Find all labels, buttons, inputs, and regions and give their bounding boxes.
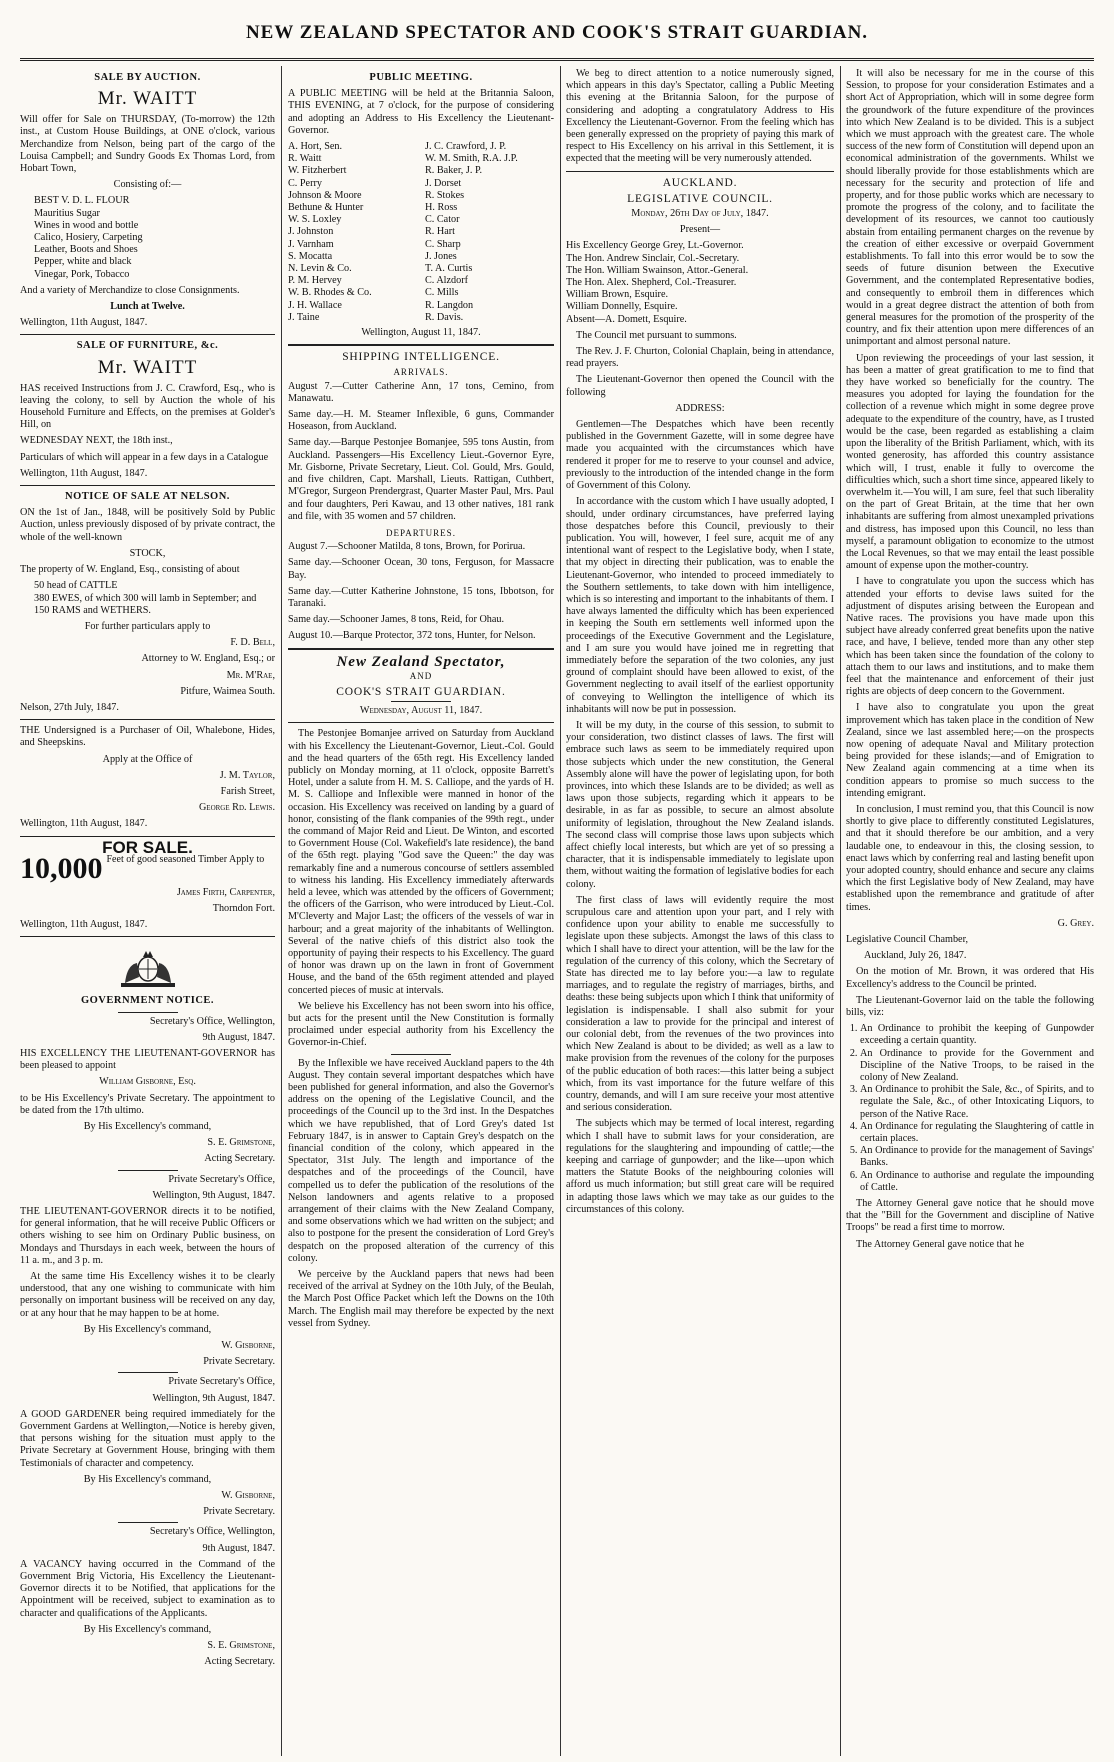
date-line: Wellington, 11th August, 1847. bbox=[20, 818, 148, 830]
arrivals-heading: ARRIVALS. bbox=[393, 367, 449, 378]
purchaser-notice: THE Undersigned is a Purchaser of Oil, Whalebone, Hides, and Sheepskins. bbox=[20, 725, 275, 749]
shipping-entry: August 7.—Cutter Catherine Ann, 17 tons, Cemino, from Manawatu. bbox=[288, 380, 554, 404]
shipping-entry: Same day.—Schooner James, 8 tons, Reid, for Ohau. bbox=[288, 614, 505, 626]
bill-item: 6. An Ordinance to authorise and regulate the impounding of Cattle. bbox=[860, 1170, 1094, 1194]
for-sale-heading: FOR SALE. bbox=[102, 837, 193, 857]
signatory-role: Private Secretary. bbox=[203, 1506, 275, 1518]
signatory: W. B. Rhodes & Co. bbox=[288, 287, 372, 299]
office-line: Private Secretary's Office, bbox=[168, 1376, 275, 1388]
signatory: Mr. M'Rae, bbox=[226, 669, 275, 681]
auctioneer-name: Mr. WAITT bbox=[97, 356, 198, 378]
appointment-detail: to be His Excellency's Private Secretary. The appointment to be dated from the 17th ultimo. bbox=[20, 1092, 275, 1116]
editorial-paragraph: We believe his Excellency has not been sworn into his office, but acts for the present until the New Constitution is formally proclaimed under especial authority from his Excellency the Governor-in-Chief. bbox=[288, 1000, 554, 1049]
signatory: R. Stokes bbox=[425, 189, 465, 201]
present-member: The Hon. Andrew Sinclair, Col.-Secretary. bbox=[566, 252, 740, 264]
timber-quantity: 10,000 bbox=[20, 851, 103, 885]
nameplate-and: AND bbox=[409, 670, 433, 681]
council-date: Monday, 26th Day of July, 1847. bbox=[631, 208, 769, 220]
command-line: By His Excellency's command, bbox=[83, 1323, 212, 1335]
signatory: Johnson & Moore bbox=[288, 189, 362, 201]
office-date: 9th August, 1847. bbox=[202, 1031, 275, 1043]
bill-item: 5. An Ordinance to provide for the management of Savings' Banks. bbox=[860, 1145, 1094, 1169]
office-date: Wellington, 9th August, 1847. bbox=[152, 1392, 275, 1404]
signatory: W. S. Loxley bbox=[288, 214, 342, 226]
signatory-role: Private Secretary. bbox=[203, 1356, 275, 1368]
address-paragraph: I have to congratulate you upon the success which has attended your efforts to devise laws suited for the adjustment of disputes arising between the European and Native races. The provisions you have made upon this subject have already conferred great benefits upon the native race, and have, I believe, tended more than any other step which has been taken since the foundation of the colony to attach them to our laws and institutions, and to make them feel that the maintenance and enforcement of their just rights are objects of deep concern to the Government. bbox=[846, 576, 1094, 698]
present-member: William Donnelly, Esquire. bbox=[566, 301, 678, 313]
governor-signature: G. Grey. bbox=[1057, 917, 1094, 929]
signatory: J. C. Crawford, J. P. bbox=[425, 141, 507, 153]
signatory: Bethune & Hunter bbox=[288, 202, 364, 214]
signatory: R. Hart bbox=[425, 226, 455, 238]
auctioneer-name: Mr. WAITT bbox=[97, 88, 198, 110]
royal-coat-of-arms-icon bbox=[113, 943, 183, 991]
editorial-paragraph: We perceive by the Auckland papers that news had been received of the arrival at Sydney on the 10th July, of the Beulah, the March Post Office Packet which left the Downs on the 10th March. The English mail may therefore be expected by the next vessel from Sydney. bbox=[288, 1269, 554, 1329]
signatory: J. Johnston bbox=[288, 226, 334, 238]
signatory: S. E. Grimstone, bbox=[207, 1137, 275, 1149]
column-3 bbox=[566, 68, 834, 1756]
signatory-role: Acting Secretary. bbox=[204, 1656, 275, 1668]
goods-item: Vinegar, Pork, Tobacco bbox=[34, 268, 130, 280]
address-paragraph: In conclusion, I must remind you, that this Council is now shortly to give place to differently constituted Legislatures, and that it should therefore be our ambition, and a very laudable one, to endeavour in this, the closing session, to enact laws which by conferring real and lasting benefit upon your adopted country, should enhance and secure any claims which the first Legislative body of New Zealand, may have established upon the remembrance and gratitude of after times. bbox=[846, 803, 1094, 913]
signatory: R. Baker, J. P. bbox=[425, 165, 483, 177]
meeting-date: Wellington, August 11, 1847. bbox=[361, 327, 481, 339]
goods-item: Mauritius Sugar bbox=[34, 207, 100, 219]
council-heading: LEGISLATIVE COUNCIL. bbox=[627, 192, 773, 205]
signatory: S. E. Grimstone, bbox=[207, 1640, 275, 1652]
meeting-notice-paragraph: We beg to direct attention to a notice numerously signed, which appears in this day's Spectator, calling a Public Meeting this evening at the Britannia Saloon, for the purpose of considering and adopting a congratulatory Address to His Excellency the Lieutenant-Governor. From the feeling which has been generally expressed on the propriety of paying this mark of respect to His Excellency on his arrival in this Settlement, it is expected that the meeting will be very numerously attended. bbox=[566, 68, 834, 165]
chamber-date: Auckland, July 26, 1847. bbox=[864, 950, 967, 962]
column-2 bbox=[288, 68, 554, 1756]
council-paragraph: The Council met pursuant to summons. bbox=[576, 329, 737, 341]
nameplate-subtitle: COOK'S STRAIT GUARDIAN. bbox=[336, 685, 506, 698]
signatory-place: Thorndon Fort. bbox=[212, 902, 275, 914]
column-divider bbox=[840, 66, 841, 1756]
bill-item: 3. An Ordinance to prohibit the Sale, &c., of Spirits, and to regulate the Sale, &c., of other Intoxicating Liquors, to person of the Native Race. bbox=[860, 1084, 1094, 1121]
catalogue-note: Particulars of which will appear in a few days in a Catalogue bbox=[20, 451, 269, 463]
public-meeting-notice: A PUBLIC MEETING will be held at the Britannia Saloon, THIS EVENING, at 7 o'clock, for the purpose of considering and adopting an Address to His Excellency the Lieutenant-Governor. bbox=[288, 88, 554, 136]
office-date: 9th August, 1847. bbox=[202, 1542, 275, 1554]
goods-item: Leather, Boots and Shoes bbox=[34, 244, 138, 256]
timber-description: Feet of good seasoned Timber Apply to bbox=[106, 853, 265, 865]
editorial-paragraph: The Pestonjee Bomanjee arrived on Saturday from Auckland with his Excellency the Lieutenant-Governor, Lieut.-Col. Gould and the head quarters of the 65th regt. His Excellency landed publicly on Monday morning, at 11 o'clock, opposite Barrett's Hotel, under a salute from H. M. S. Calliope, and the yards of H. M. S. Calliope and Inflexible were manned in honor of the occasion. His Excellency was received on landing by a guard of honor, consisting of the flank companies of the 99th regt., under the command of Major Reid and Lieut. De Winton, and escorted to Government House (Col. Wakefield's late residence), the band of the 65th regt. playing "God save the Queen:" the day was remarkably fine and a numerous concourse of settlers assembled to witness his landing. His Excellency immediately afterwards held a levee, which was attended by the officers of Government; the officers of the Garrison, who were introduced by Lieut.-Col. M'Cleverty and Major Last; the officers of the vessels of war in harbour; and a great majority of the inhabitants of Wellington. Several of the native chiefs of this district also took the opportunity of paying their respects to his Excellency. The guard of honor was drawn up on the lawn in front of Government House, and the band of the 65th regiment attended and played concerted pieces of music at intervals. bbox=[288, 728, 554, 996]
absent-member: Absent—A. Domett, Esquire. bbox=[566, 313, 687, 325]
goods-item: Calico, Hosiery, Carpeting bbox=[34, 232, 143, 244]
signatory: J. Jones bbox=[425, 250, 457, 262]
office-line: Secretary's Office, Wellington, bbox=[149, 1015, 275, 1027]
signatory: H. Ross bbox=[425, 202, 458, 214]
address-heading: ADDRESS: bbox=[675, 402, 725, 414]
present-label: Present— bbox=[679, 224, 721, 236]
column-divider bbox=[560, 66, 561, 1756]
bill-item: 1. An Ordinance to prohibit the keeping of Gunpowder exceeding a certain quantity. bbox=[860, 1023, 1094, 1047]
address-paragraph: It will also be necessary for me in the course of this Session, to propose for your consideration Estimates and a short Act of Appropriation, which will in some degree form the groundwork of the future expenditure of the provinces into which New Zealand is to be divided. This is a subject which we must approach with the greatest care. The whole success of the new form of Constitution will depend upon an economical administration of the governments. Whilst we should liberally provide for those establishments which are necessary for the security and protection of life and property, and for those public works which are necessary to promote the progress of the colony, and to facilitate the development of its resources, we cannot too cautiously abstain from entailing permanent charges on the revenue by the creation of either excessive or overpaid Government establishments. To fall into this error would be to sow the seeds of future disunion between the Executive Government, and the contemplated Representative bodies, and consequently to embroil them in differences which would in a great degree distract the attention of both from general measures for the promotion of the prosperity of the country, and fix their attention upon mere differences of an unimportant and almost personal nature. bbox=[846, 68, 1094, 348]
shipping-heading: SHIPPING INTELLIGENCE. bbox=[342, 351, 500, 364]
signatory-place: Pitfure, Waimea South. bbox=[180, 685, 275, 697]
column-1 bbox=[20, 68, 275, 1756]
council-paragraph: The Lieutenant-Governor then opened the Council with the following bbox=[566, 374, 834, 398]
office-line: Secretary's Office, Wellington, bbox=[149, 1526, 275, 1538]
signatory: C. Alzdorf bbox=[425, 275, 469, 287]
auckland-heading: AUCKLAND. bbox=[662, 176, 738, 189]
signatory-role: Acting Secretary. bbox=[204, 1153, 275, 1165]
column-divider bbox=[281, 66, 282, 1756]
nelson-sale-heading: NOTICE OF SALE AT NELSON. bbox=[65, 491, 230, 503]
editorial-paragraph: By the Inflexible we have received Auckland papers to the 4th August. They contain several important despatches which have been published for general information, and also the Governor's address on the opening of the Legislative Council, and the proceedings of the Council up to the 3rd inst. In the Despatches which we have republished, that of Lord Grey's dated 1st February 1847, is in answer to Captain Grey's despatch on the financial condition of the colony, which appeared in the Spectator, 31st July. The length and importance of the despatches and of the proceedings of the Council, have compelled us to defer the publication of the resolutions of the Nelson landowners and agents relative to a proposed arrangement of their claims with the New Zealand Company, and some observations which we had written on the subject; and also to postpone for the present the consideration of Lord Grey's despatch on the proposed alteration of the currency of this colony. bbox=[288, 1057, 554, 1264]
audience-notice: THE LIEUTENANT-GOVERNOR directs it to be notified, for general information, that he will receive Public Officers or others wishing to see him on Ordinary Public business, on Mondays and Thursdays in each week, between the hours of 11 a. m., and 3 p. m. bbox=[20, 1206, 275, 1266]
further-particulars: For further particulars apply to bbox=[84, 620, 211, 632]
signatories-right bbox=[425, 141, 554, 324]
signatory: W. Gisborne, bbox=[221, 1490, 275, 1502]
address-paragraph: The first class of laws will evidently require the most scrupulous care and attention upon your part, and I rely with confidence upon your ability to enable me successfully to legislate upon these subjects. Amongst the laws of this class to which I shall have to direct your attention, will be the law for the regulation of the currency of this colony, which the Secretary of State has directed me to lay before you:—a law to regulate marriages, and to regulate the registry of marriages, births, and deaths: these being subjects upon which I think that uniformity of legislation is indispensable. I shall also submit for your consideration a law to provide for the principal and interest of our colonial debt, from the revenues of the two provinces into which New Zealand is about to be divided; as well as a law to make provision from the revenues of the colony for the purposes of the public education of both races:—this latter being a subject which, from its vast importance for the future welfare of this country, demands, and will I am sure receive your most attentive and serious consideration. bbox=[566, 894, 834, 1114]
shipping-entry: August 10.—Barque Protector, 372 tons, Hunter, for Nelson. bbox=[288, 630, 536, 642]
goods-item: BEST V. D. L. FLOUR bbox=[34, 195, 130, 207]
government-notice-heading: GOVERNMENT NOTICE. bbox=[80, 995, 215, 1007]
signatory: James Firth, Carpenter, bbox=[176, 886, 275, 898]
signatory: W. M. Smith, R.A. J.P. bbox=[425, 153, 518, 165]
stock-description: The property of W. England, Esq., consisting of about bbox=[20, 564, 240, 576]
address-paragraph: In accordance with the custom which I have usually adopted, I should, under ordinary circumstances, have preferred laying those despatches before this Council, previously to their publication. You will, however, I feel sure, acquit me of any intentional want of respect to the Legislative body, when I state, that my object in directing their publication, was to enable the Lieutenant-Governor, who intended to proceed immediately to the Southern settlements, to take down with him intelligence, which is so interesting and important to the inhabitants of them. I have always lamented the difficulty which has been experienced in keeping the South ern settlements well informed upon the proceedings of the Executive Government and the Legislature, and I am sure you would have joined me in regretting that immediately before the separation of the two colonies, any just ground of complaint should have been allowed to exist, of the Government neglecting to avail itself of the earliest opportunity of conveying to Wellington the intelligence of which its inhabitants will now be put in possession. bbox=[566, 496, 834, 715]
masthead bbox=[20, 0, 1094, 61]
signatory: R. Waitt bbox=[288, 153, 322, 165]
stock-list bbox=[34, 580, 275, 617]
command-line: By His Excellency's command, bbox=[83, 1473, 212, 1485]
timber-ad bbox=[20, 851, 275, 885]
issue-date: Wednesday, August 11, 1847. bbox=[359, 705, 483, 717]
consisting-label: Consisting of:— bbox=[113, 179, 182, 191]
gardener-notice: A GOOD GARDENER being required immediately for the Government Gardens at Wellington,—Notice is hereby given, that persons wishing for the situation must apply to the Private Secretary at Government House, bringing with them Testimonials of character and competency. bbox=[20, 1408, 275, 1469]
signatory: C. Sharp bbox=[425, 238, 461, 250]
sale-date: WEDNESDAY NEXT, the 18th inst., bbox=[20, 435, 173, 447]
date-line: Nelson, 27th July, 1847. bbox=[20, 701, 119, 713]
signatory: J. Dorset bbox=[425, 177, 462, 189]
audience-notice-cont: At the same time His Excellency wishes it to be clearly understood, that any one wishing to communicate with him personally on important business will be received on any day, or at any hour that he may happen to be at home. bbox=[20, 1271, 275, 1319]
shipping-entry: Same day.—Cutter Katherine Johnstone, 15 tons, Ibbotson, for Taranaki. bbox=[288, 585, 554, 609]
address-paragraph: Upon reviewing the proceedings of your last session, it has been a matter of great gratification to me to find that they have worked so beneficially for the country. The measures you adopted for laying the foundation for the collection of a revenue which might in some degree prove adequate to the expenditure of the country, have, as I trusted would be the case, been regarded as establishing a claim upon the liberality of the British Parliament, which, with its wonted generosity, has afforded this country assistance which will, I trust, enable it fully to overcome the difficulties which, such a short time since, appeared likely to overwhelm it.—You will, I am sure, feel that such liberality on the part of Great Britain, at the time that her own inhabitants are suffering from almost unexampled privations and distress, has imposed upon this Council, no less than myself, a paramount obligation to economize to the utmost the Local Revenues, so that we may entail the least possible amount of expense upon the mother-country. bbox=[846, 352, 1094, 572]
signatory: P. M. Hervey bbox=[288, 275, 342, 287]
signatory: S. Mocatta bbox=[288, 250, 333, 262]
signatory: J. H. Wallace bbox=[288, 299, 342, 311]
signatory: F. D. Bell, bbox=[230, 637, 275, 649]
stock-label: STOCK, bbox=[129, 547, 166, 559]
address-paragraph: It will be my duty, in the course of this session, to submit to your consideration, two distinct classes of laws. The first will embrace such laws as seem to be immediately required upon those subjects which under the new constitution, the General Assembly alone will have the power of legislating upon, for both provinces, into which these Islands are to be divided; as well as laws upon those subjects, regarding which it appears to be desirable, in as far as possible, to secure an almost absolute uniformity of legislation, throughout the New Zealand islands. The second class will comprise those laws upon subjects which affect chiefly local interests, but which are yet of so pressing a character, that it is indispensable immediately to legislate upon them, without waiting the formation of legislative bodies for each colony. bbox=[566, 719, 834, 890]
goods-item: Wines in wood and bottle bbox=[34, 219, 139, 231]
signatory-street: Farish Street, bbox=[220, 785, 275, 797]
bill-item: 2. An Ordinance to provide for the Government and Discipline of the Native Troops, to be raised in the colony of New Zealand. bbox=[860, 1048, 1094, 1085]
signatory: W. Gisborne, bbox=[221, 1340, 275, 1352]
signatory: R. Langdon bbox=[425, 299, 474, 311]
minutes-paragraph: The Attorney General gave notice that he should move that the "Bill for the Government and discipline of Native Troops" be read a first time to morrow. bbox=[846, 1198, 1094, 1234]
office-line: Private Secretary's Office, bbox=[168, 1173, 275, 1185]
date-line: Wellington, 11th August, 1847. bbox=[20, 467, 148, 479]
furniture-notice: HAS received Instructions from J. C. Crawford, Esq., who is leaving the colony, to sell by Auction the whole of his Household Furniture and Effects, on the premises at Golder's Hill, on bbox=[20, 382, 275, 431]
present-member: The Hon. William Swainson, Attor.-General. bbox=[566, 264, 749, 276]
appointment-notice: HIS EXCELLENCY THE LIEUTENANT-GOVERNOR has been pleased to appoint bbox=[20, 1047, 275, 1072]
date-line: Wellington, 11th August, 1847. bbox=[20, 919, 148, 931]
signatory: N. Levin & Co. bbox=[288, 263, 352, 275]
bill-item: 4. An Ordinance for regulating the Slaughtering of cattle in certain places. bbox=[860, 1121, 1094, 1145]
sale-by-auction-heading: SALE BY AUCTION. bbox=[94, 72, 201, 83]
appointee: William Gisborne, Esq. bbox=[99, 1076, 196, 1088]
stock-item: 380 EWES, of which 300 will lamb in September; and bbox=[34, 592, 257, 604]
public-meeting-heading: PUBLIC MEETING. bbox=[369, 72, 473, 83]
stock-item: 50 head of CATTLE bbox=[34, 580, 118, 592]
command-line: By His Excellency's command, bbox=[83, 1120, 212, 1132]
goods-item: Pepper, white and black bbox=[34, 256, 132, 268]
present-member: His Excellency George Grey, Lt.-Governor. bbox=[566, 240, 744, 252]
address-paragraph: Gentlemen—The Despatches which have been recently published in the Government Gazette, will in some degree have made you acquainted with the circumstances which have rendered it proper for me to reserve to your counsel and advice, previously to the introduction of the intended change in the form of Government of this Colony. bbox=[566, 419, 834, 492]
signatories-left bbox=[288, 141, 417, 324]
shipping-entry: August 7.—Schooner Matilda, 8 tons, Brown, for Porirua. bbox=[288, 541, 526, 553]
shipping-entry: Same day.—H. M. Steamer Inflexible, 6 guns, Commander Hoseason, from Auckland. bbox=[288, 409, 554, 433]
signatory: C. Mills bbox=[425, 287, 459, 299]
paper-nameplate: New Zealand Spectator, bbox=[336, 653, 506, 670]
signatory: W. Fitzherbert bbox=[288, 165, 347, 177]
address-paragraph: I have also to congratulate you upon the great improvement which has taken place in the condition of New Zealand, since we last assembled here;—on the prospects now opening of adequate Naval and Military protection being provided for these islands;—and of Emigration to New Zealand again commencing at a time when its condition appears to promise so much success to the intending emigrant. bbox=[846, 702, 1094, 799]
minutes-paragraph: The Attorney General gave notice that he bbox=[856, 1238, 1025, 1250]
signatories-list bbox=[288, 141, 554, 324]
goods-tail: And a variety of Merchandize to close Consignments. bbox=[20, 284, 240, 296]
council-paragraph: The Rev. J. F. Churton, Colonial Chaplain, being in attendance, read prayers. bbox=[566, 346, 834, 370]
furniture-heading: SALE OF FURNITURE, &c. bbox=[76, 340, 219, 352]
apply-line: Apply at the Office of bbox=[102, 753, 193, 765]
signatory: C. Cator bbox=[425, 214, 460, 226]
chamber-line: Legislative Council Chamber, bbox=[846, 934, 969, 946]
signatory: R. Davis. bbox=[425, 311, 464, 323]
nelson-sale-notice: ON the 1st of Jan., 1848, will be positively Sold by Public Auction, unless previously disposed of by private contract, the whole of the well-known bbox=[20, 507, 275, 543]
minutes-paragraph: The Lieutenant-Governor laid on the table the following bills, viz: bbox=[846, 994, 1094, 1019]
auction-notice: Will offer for Sale on THURSDAY, (To-morrow) the 12th inst., at Custom House Buildings, at ONE o'clock, various Merchandize from Nelson, being part of the cargo of the Louisa Campbell; and Sundry Goods Ex Thomas Lord, from Hobart Town, bbox=[20, 114, 275, 175]
minutes-paragraph: On the motion of Mr. Brown, it was ordered that His Excellency's address to the Council be printed. bbox=[846, 966, 1094, 990]
signatory: J. Varnham bbox=[288, 238, 334, 250]
present-list bbox=[566, 240, 834, 325]
signatory-role: Attorney to W. England, Esq.; or bbox=[141, 653, 275, 665]
signatory: J. M. Taylor, bbox=[219, 769, 275, 781]
office-date: Wellington, 9th August, 1847. bbox=[152, 1189, 275, 1201]
command-line: By His Excellency's command, bbox=[83, 1623, 212, 1635]
signatory: George Rd. Lewis. bbox=[198, 802, 275, 814]
lunch-note: Lunch at Twelve. bbox=[110, 301, 185, 313]
bills-list bbox=[860, 1023, 1094, 1194]
stock-item: 150 RAMS and WETHERS. bbox=[34, 604, 151, 616]
signatory: T. A. Curtis bbox=[425, 263, 473, 275]
signatory: J. Taine bbox=[288, 311, 320, 323]
newspaper-title: NEW ZEALAND SPECTATOR AND COOK'S STRAIT GUARDIAN. bbox=[245, 22, 869, 43]
address-paragraph: The subjects which may be termed of local interest, regarding which I shall have to submit laws for your consideration, are regulations for the slaughtering and impounding of cattle;—the keeping and carriage of gunpowder; and the like—upon which matters the Statute Books of the neighbouring colonies will afford us much information; but still great care will be required in adapting those laws which we may take as our guides to the circumstances of this colony. bbox=[566, 1118, 834, 1215]
signatory: A. Hort, Sen. bbox=[288, 141, 343, 153]
shipping-entry: Same day.—Barque Pestonjee Bomanjee, 595 tons Austin, from Auckland. Passengers—His Excellency Lieut.-Governor Eyre, Mr. Gisborne, Private Secretary, Lieut. Col. Gould, Mrs. Gould, and five children, Capt. Marshall, Lieuts. Rattigan, Cuthbert, M'Gregor, Surgeon Prendergrast, Quarter Master Paul, Mrs. Paul and four daughters, Peri Kawau, and 13 other natives, 181 rank and file, with 35 women and 57 children. bbox=[288, 437, 554, 522]
column-4 bbox=[846, 68, 1094, 1756]
departures-heading: DEPARTURES. bbox=[386, 527, 456, 538]
signatory: C. Perry bbox=[288, 177, 322, 189]
present-member: The Hon. Alex. Shepherd, Col.-Treasurer. bbox=[566, 277, 737, 289]
present-member: William Brown, Esquire. bbox=[566, 289, 669, 301]
goods-list bbox=[34, 195, 275, 280]
date-line: Wellington, 11th August, 1847. bbox=[20, 317, 148, 329]
shipping-entry: Same day.—Schooner Ocean, 30 tons, Ferguson, for Massacre Bay. bbox=[288, 557, 554, 581]
vacancy-notice: A VACANCY having occurred in the Command of the Government Brig Victoria, His Excellency the Lieutenant-Governor directs it to be Notified, that applications for the Appointment will be received, subject to examination as to character and qualifications of the Applicants. bbox=[20, 1558, 275, 1619]
